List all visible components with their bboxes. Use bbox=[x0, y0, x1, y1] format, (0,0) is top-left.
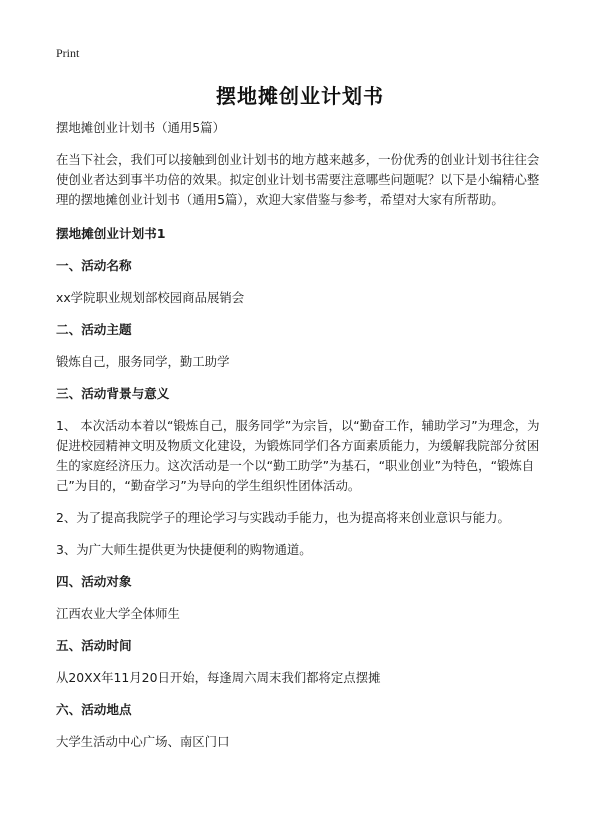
heading-time: 五、活动时间 bbox=[56, 638, 132, 653]
paragraph-activity-theme: 锻炼自己，服务同学，勤工助学 bbox=[56, 354, 230, 369]
heading-activity-theme: 二、活动主题 bbox=[56, 322, 132, 337]
paragraph-background-2: 2、为了提高我院学子的理论学习与实践动手能力，也为提高将来创业意识与能力。 bbox=[56, 510, 510, 525]
section-title: 摆地摊创业计划书1 bbox=[56, 226, 166, 241]
heading-activity-name: 一、活动名称 bbox=[56, 258, 132, 273]
heading-location: 六、活动地点 bbox=[56, 702, 132, 717]
heading-audience: 四、活动对象 bbox=[56, 574, 132, 589]
paragraph-activity-name: xx学院职业规划部校园商品展销会 bbox=[56, 290, 245, 305]
page-title: 摆地摊创业计划书 bbox=[216, 84, 384, 108]
heading-background: 三、活动背景与意义 bbox=[56, 386, 170, 401]
print-label: Print bbox=[56, 46, 80, 60]
intro-paragraph: 在当下社会，我们可以接触到创业计划书的地方越来越多，一份优秀的创业计划书往往会使创业者达到事半功倍的效果。拟定创业计划书需要注意哪些问题呢？以下是小编精心整理的摆地摊创业计划书（通用5篇），欢迎大家借鉴与参考，希望对大家有所帮助。 bbox=[56, 152, 540, 207]
subtitle: 摆地摊创业计划书（通用5篇） bbox=[56, 120, 225, 135]
paragraph-audience: 江西农业大学全体师生 bbox=[56, 606, 180, 621]
paragraph-time: 从20XX年11月20日开始，每逢周六周末我们都将定点摆摊 bbox=[56, 670, 381, 685]
paragraph-location: 大学生活动中心广场、南区门口 bbox=[56, 734, 230, 749]
paragraph-background-1: 1、 本次活动本着以“锻炼自己，服务同学”为宗旨，以“勤奋工作，辅助学习”为理念，为促进校园精神文明及物质文化建设，为锻炼同学们各方面素质能力，为缓解我院部分贫困生的家庭经济压力。这次活动是一个以“勤工助学”为基石，“职业创业”为特色，“锻炼自己”为目的，“勤奋学习”为导向的学生组织性团体活动。 bbox=[56, 418, 540, 493]
document-body bbox=[56, 118, 548, 764]
paragraph-background-3: 3、为广大师生提供更为快捷便利的购物通道。 bbox=[56, 542, 312, 557]
